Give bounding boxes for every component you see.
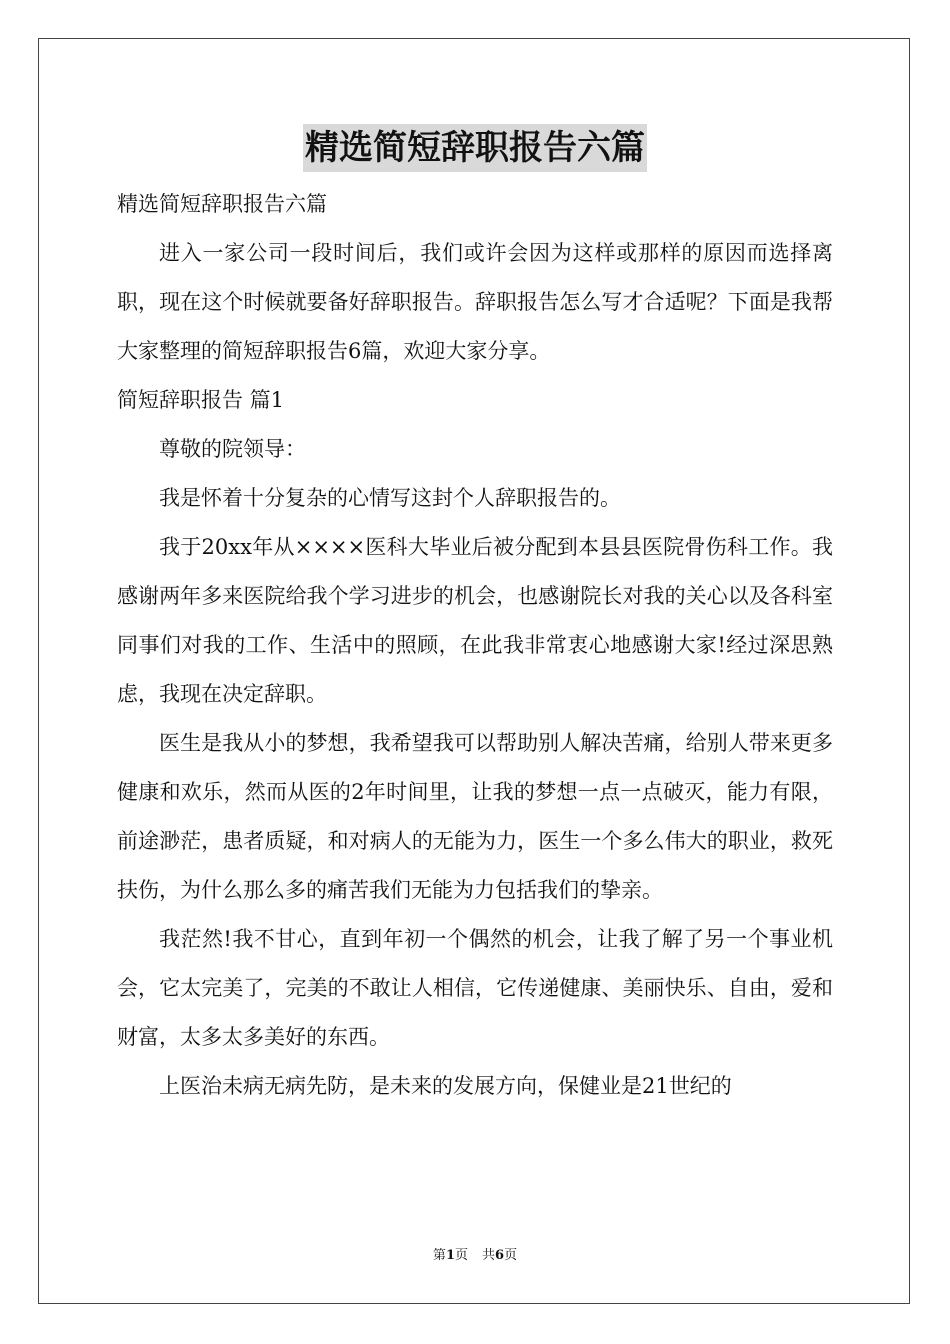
- body-paragraph: 上医治未病无病先防，是未来的发展方向，保健业是21世纪的: [159, 1074, 732, 1098]
- body-paragraph: 我于20xx年从××××医科大毕业后被分配到本县县医院骨伤科工作。我感谢两年多来医院给我个学习进步的机会，也感谢院长对我的关心以及各科室同事们对我的工作、生活中的照顾，在此我非常衷心地感谢大家!经过深思熟虑，我现在决定辞职。: [117, 535, 833, 706]
- salutation: 尊敬的院领导：: [159, 437, 306, 461]
- document-subtitle: 精选简短辞职报告六篇: [117, 192, 327, 216]
- page-footer: [0, 1246, 950, 1266]
- page-current: 1: [445, 1248, 455, 1263]
- total-suffix: 页: [504, 1248, 518, 1263]
- page-total: 6: [495, 1248, 505, 1263]
- total-prefix: 共: [482, 1248, 496, 1263]
- document-title: 精选简短辞职报告六篇: [303, 124, 647, 172]
- page-prefix: 第: [432, 1248, 446, 1263]
- body-paragraph: 我是怀着十分复杂的心情写这封个人辞职报告的。: [159, 486, 621, 510]
- document-body: [117, 180, 833, 1111]
- page-suffix: 页: [454, 1248, 468, 1263]
- body-paragraph: 我茫然!我不甘心，直到年初一个偶然的机会，让我了解了另一个事业机会，它太完美了，完美的不敢让人相信，它传递健康、美丽快乐、自由，爱和财富，太多太多美好的东西。: [117, 927, 833, 1049]
- title-container: [0, 124, 950, 172]
- intro-paragraph: 进入一家公司一段时间后，我们或许会因为这样或那样的原因而选择离职，现在这个时候就要备好辞职报告。辞职报告怎么写才合适呢？下面是我帮大家整理的简短辞职报告6篇，欢迎大家分享。: [117, 241, 833, 363]
- body-paragraph: 医生是我从小的梦想，我希望我可以帮助别人解决苦痛，给别人带来更多健康和欢乐，然而从医的2年时间里，让我的梦想一点一点破灭，能力有限，前途渺茫，患者质疑，和对病人的无能为力，医生一个多么伟大的职业，救死扶伤，为什么那么多的痛苦我们无能为力包括我们的挚亲。: [117, 731, 833, 902]
- section-heading: 简短辞职报告 篇1: [117, 388, 285, 412]
